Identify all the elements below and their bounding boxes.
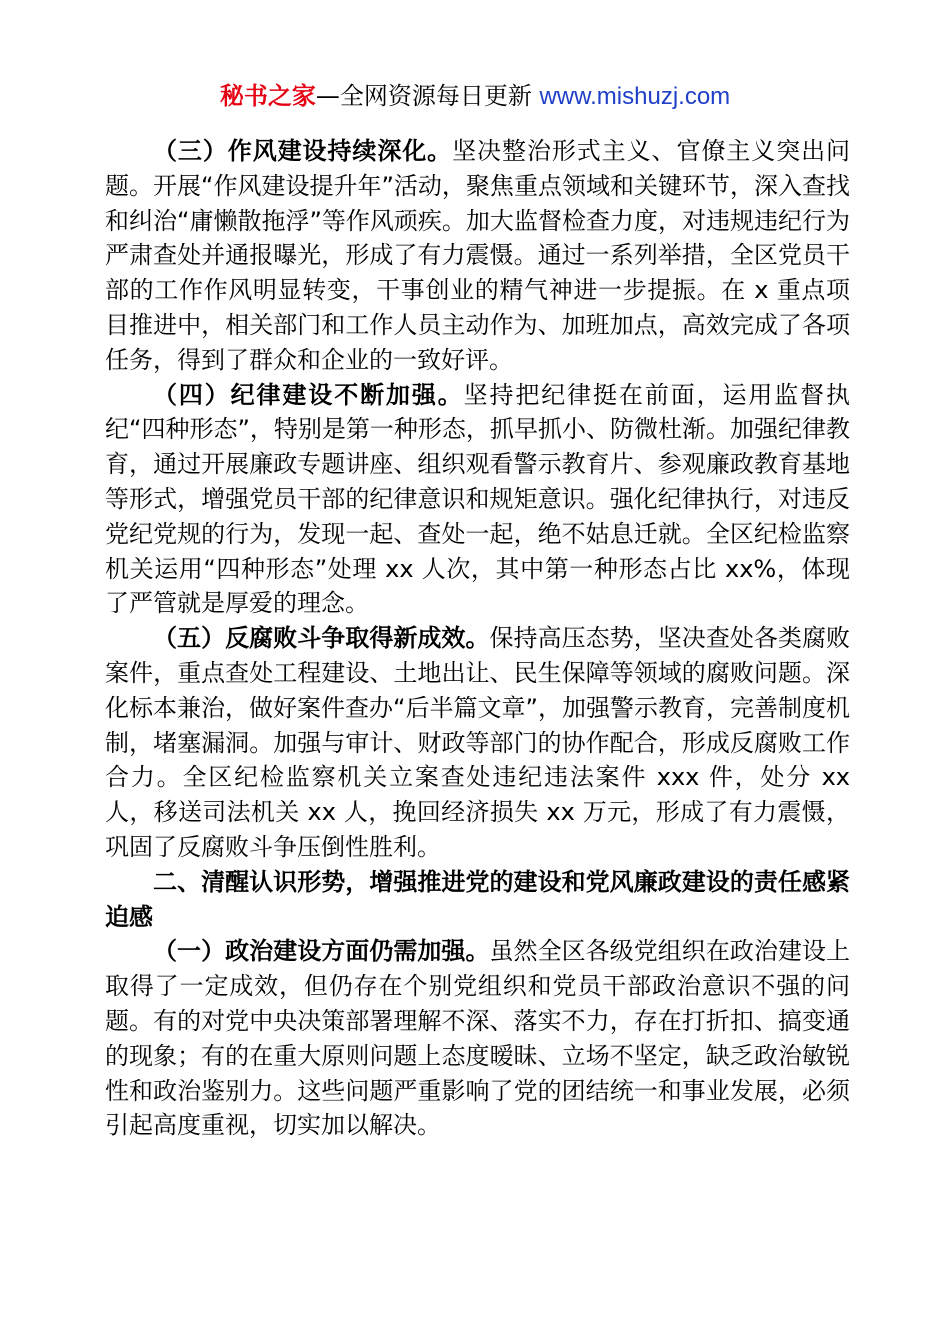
- paragraph-lead: （四）纪律建设不断加强。: [153, 380, 464, 409]
- site-url[interactable]: www.mishuzj.com: [539, 83, 731, 110]
- paragraph-body: 坚持把纪律挺在前面，运用监督执纪“四种形态”，特别是第一种形态，抓早抓小、防微杜渐。加强纪律教育，通过开展廉政专题讲座、组织观看警示教育片、参观廉政教育基地等形式，增强党员干部的纪律意识和规矩意识。强化纪律执行，对违反党纪党规的行为，发现一起、查处一起，绝不姑息迁就。全区纪检监察机关运用“四种形态”处理 xx 人次，其中第一种形态占比 xx%，体现了严管就是厚爱的理念。: [105, 380, 851, 618]
- page-header: [0, 80, 950, 113]
- paragraph-body: 保持高压态势，坚决查处各类腐败案件，重点查处工程建设、土地出让、民生保障等领域的腐败问题。深化标本兼治，做好案件查办“后半篇文章”，加强警示教育，完善制度机制，堵塞漏洞。加强与审计、财政等部门的协作配合，形成反腐败工作合力。全区纪检监察机关立案查处违纪违法案件 xxx 件，处分 xx 人，移送司法机关 xx 人，挽回经济损失 xx 万元，形成了有力震慑，巩固了反腐败斗争压倒性胜利。: [105, 624, 850, 861]
- paragraph-lead: （一）政治建设方面仍需加强。: [153, 937, 490, 966]
- paragraph-3: [105, 134, 850, 378]
- document-body: [105, 134, 850, 1143]
- paragraph-body: 坚决整治形式主义、官僚主义突出问题。开展“作风建设提升年”活动，聚焦重点领域和关键环节，深入查找和纠治“庸懒散拖浮”等作风顽疾。加大监督检查力度，对违规违纪行为严肃查处并通报曝光，形成了有力震慑。通过一系列举措，全区党员干部的工作作风明显转变，干事创业的精气神进一步提振。在 x 重点项目推进中，相关部门和工作人员主动作为、加班加点，高效完成了各项任务，得到了群众和企业的一致好评。: [105, 137, 851, 374]
- site-name: 秘书之家: [219, 82, 316, 110]
- header-tagline: —全网资源每日更新: [315, 82, 540, 110]
- section-heading: 二、清醒认识形势，增强推进党的建设和党风廉政建设的责任感紧迫感: [105, 867, 850, 931]
- paragraph-lead: （三）作风建设持续深化。: [153, 137, 453, 165]
- paragraph-section2-1: [105, 934, 850, 1143]
- paragraph-lead: （五）反腐败斗争取得新成效。: [153, 624, 490, 653]
- paragraph-5: [105, 621, 850, 865]
- paragraph-4: [105, 378, 850, 622]
- paragraph-body: 虽然全区各级党组织在政治建设上取得了一定成效，但仍存在个别党组织和党员干部政治意识不强的问题。有的对党中央决策部署理解不深、落实不力，存在打折扣、搞变通的现象；有的在重大原则问题上态度暧昧、立场不坚定，缺乏政治敏锐性和政治鉴别力。这些问题严重影响了党的团结统一和事业发展，必须引起高度重视，切实加以解决。: [105, 937, 850, 1140]
